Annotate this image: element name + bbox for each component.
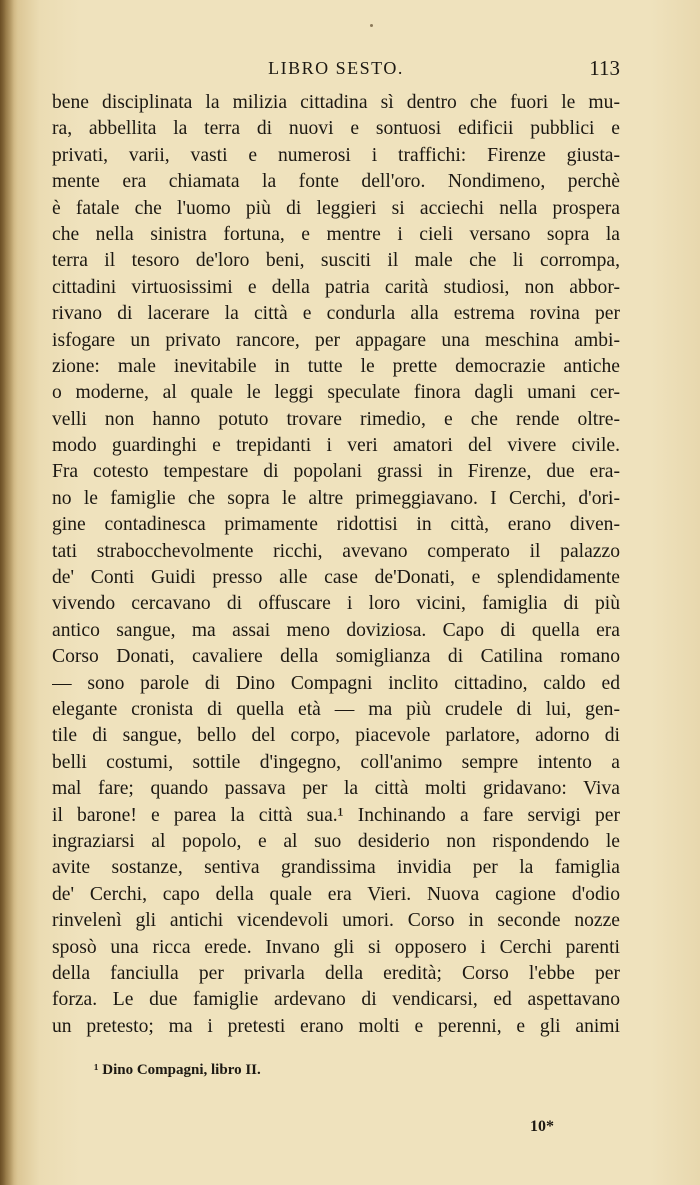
text-line-content: mal fare; quando passava per la città molti gridavano: Viva bbox=[52, 778, 620, 800]
text-line bbox=[52, 275, 620, 301]
text-line bbox=[52, 354, 620, 380]
text-line-content: mente era chiamata la fonte dell'oro. Nondimeno, perchè bbox=[52, 171, 620, 193]
text-line-content: della fanciulla per privarla della eredità; Corso l'ebbe per bbox=[52, 962, 620, 984]
text-line-content: che nella sinistra fortuna, e mentre i cieli versano sopra la bbox=[52, 223, 620, 245]
text-line bbox=[52, 380, 620, 406]
text-line bbox=[52, 328, 620, 354]
text-line bbox=[52, 301, 620, 327]
text-line-content: tati strabocchevolmente ricchi, avevano comperato il palazzo bbox=[52, 540, 620, 562]
text-line-content: antico sangue, ma assai meno doviziosa. Capo di quella era bbox=[52, 619, 620, 641]
text-line-content: modo guardinghi e trepidanti i veri amatori del vivere civile. bbox=[52, 435, 620, 457]
text-line bbox=[52, 618, 620, 644]
text-line-content: o moderne, al quale le leggi speculate finora dagli umani cer- bbox=[52, 382, 620, 404]
text-line-content: terra il tesoro de'loro beni, susciti il male che li corrompa, bbox=[52, 250, 620, 272]
text-line-content: zione: male inevitabile in tutte le prette democrazie antiche bbox=[52, 355, 620, 377]
signature-mark: 10* bbox=[530, 1118, 554, 1135]
text-line-content: velli non hanno potuto trovare rimedio, e che rende oltre- bbox=[52, 408, 620, 430]
text-line-content: de' Cerchi, capo della quale era Vieri. Nuova cagione d'odio bbox=[52, 883, 620, 905]
text-line bbox=[52, 196, 620, 222]
text-line-content: isfogare un privato rancore, per appagare una meschina ambi- bbox=[52, 329, 620, 351]
text-line bbox=[52, 433, 620, 459]
text-line-content: rinvelenì gli antichi vicendevoli umori. Corso in seconde nozze bbox=[52, 910, 620, 932]
text-line bbox=[52, 961, 620, 987]
text-line bbox=[52, 539, 620, 565]
text-line bbox=[52, 459, 620, 485]
text-line-content: ingraziarsi al popolo, e al suo desiderio non rispondendo le bbox=[52, 830, 620, 852]
text-line-content: vivendo cercavano di offuscare i loro vicini, famiglia di più bbox=[52, 593, 620, 615]
text-line-content: Corso Donati, cavaliere della somiglianza di Catilina romano bbox=[52, 646, 620, 668]
text-line bbox=[52, 776, 620, 802]
text-line-content: — sono parole di Dino Compagni inclito cittadino, caldo ed bbox=[52, 672, 620, 694]
page-number: 113 bbox=[589, 56, 620, 80]
text-line-content: avite sostanze, sentiva grandissima invidia per la famiglia bbox=[52, 857, 620, 879]
text-line-content: belli costumi, sottile d'ingegno, coll'animo sempre intento a bbox=[52, 751, 620, 773]
text-line bbox=[52, 407, 620, 433]
text-line-content: elegante cronista di quella età — ma più crudele di lui, gen- bbox=[52, 698, 620, 720]
text-line-content: il barone! e parea la città sua.¹ Inchinando a fare servigi per bbox=[52, 804, 620, 826]
text-line-content: de' Conti Guidi presso alle case de'Donati, e splendidamente bbox=[52, 567, 620, 589]
text-line bbox=[52, 723, 620, 749]
text-line bbox=[52, 512, 620, 538]
text-line-content: no le famiglie che sopra le altre primeggiavano. I Cerchi, d'ori- bbox=[52, 487, 620, 509]
text-line-content: tile di sangue, bello del corpo, piacevole parlatore, adorno di bbox=[52, 725, 620, 747]
page-header bbox=[52, 58, 620, 84]
text-line bbox=[52, 486, 620, 512]
text-line-content: rivano di lacerare la città e condurla alla estrema rovina per bbox=[52, 303, 620, 325]
text-line bbox=[52, 222, 620, 248]
text-line bbox=[52, 803, 620, 829]
text-line-content: forza. Le due famiglie ardevano di vendicarsi, ed aspettavano bbox=[52, 989, 620, 1011]
text-line-content: privati, varii, vasti e numerosi i traffichi: Firenze giusta- bbox=[52, 144, 620, 166]
text-line-content: cittadini virtuosissimi e della patria carità studiosi, non abbor- bbox=[52, 276, 620, 298]
text-line bbox=[52, 882, 620, 908]
text-line-content: gine contadinesca primamente ridottisi in città, erano diven- bbox=[52, 514, 620, 536]
text-line bbox=[52, 591, 620, 617]
footnote: ¹ Dino Compagni, libro II. bbox=[94, 1062, 261, 1078]
text-line-content: un pretesto; ma i pretesti erano molti e perenni, e gli animi bbox=[52, 1015, 620, 1037]
body-text bbox=[52, 90, 620, 1040]
text-line bbox=[52, 908, 620, 934]
text-line bbox=[52, 116, 620, 142]
text-line bbox=[52, 143, 620, 169]
text-line-content: è fatale che l'uomo più di leggieri si acciechi nella prospera bbox=[52, 197, 620, 219]
text-line bbox=[52, 1014, 620, 1040]
text-line bbox=[52, 987, 620, 1013]
text-line bbox=[52, 855, 620, 881]
text-line bbox=[52, 671, 620, 697]
text-line-content: sposò una ricca erede. Invano gli si opposero i Cerchi parenti bbox=[52, 936, 620, 958]
text-line bbox=[52, 750, 620, 776]
text-line bbox=[52, 565, 620, 591]
paper-speck bbox=[370, 24, 373, 27]
text-line bbox=[52, 935, 620, 961]
text-line-content: Fra cotesto tempestare di popolani grassi in Firenze, due era- bbox=[52, 461, 620, 483]
text-line-content: ra, abbellita la terra di nuovi e sontuosi edificii pubblici e bbox=[52, 118, 620, 140]
running-head: LIBRO SESTO. bbox=[268, 58, 404, 78]
text-line-content: bene disciplinata la milizia cittadina sì dentro che fuori le mu- bbox=[52, 92, 620, 113]
text-line bbox=[52, 697, 620, 723]
binding-shadow bbox=[0, 0, 14, 1185]
text-line bbox=[52, 829, 620, 855]
text-line bbox=[52, 90, 620, 116]
text-line bbox=[52, 169, 620, 195]
text-line bbox=[52, 644, 620, 670]
text-line bbox=[52, 248, 620, 274]
